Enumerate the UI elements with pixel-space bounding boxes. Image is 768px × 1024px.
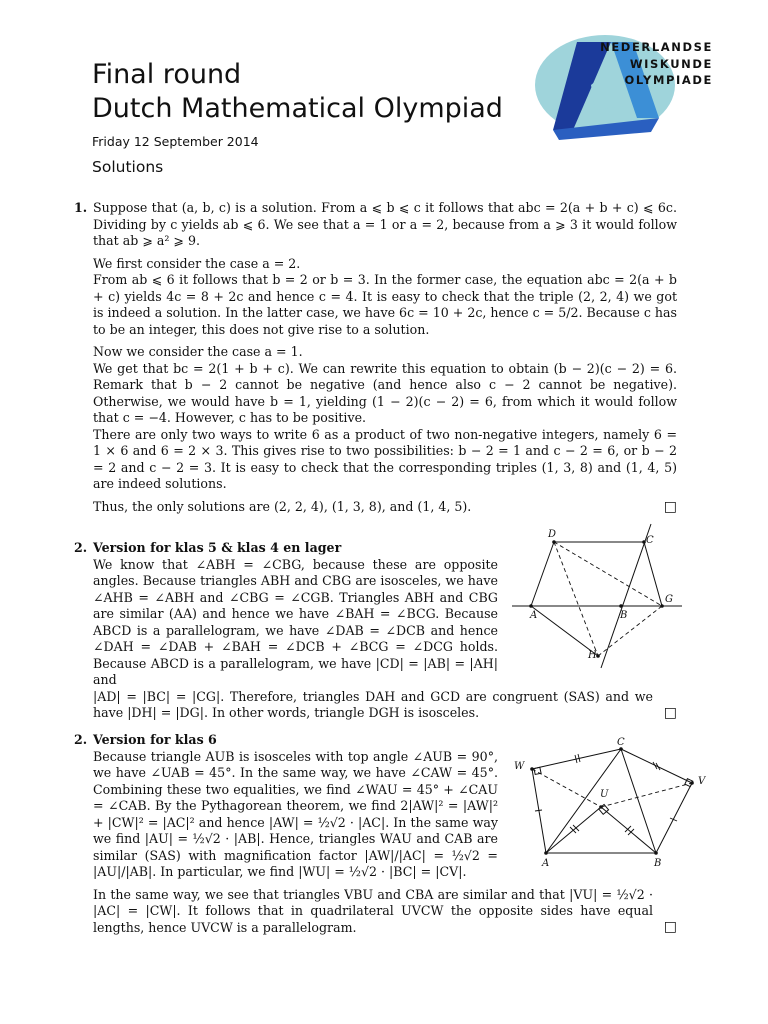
figure-quadrilateral (508, 735, 712, 871)
problem-number: 2. (74, 732, 88, 747)
title-line-2: Dutch Mathematical Olympiad (92, 93, 503, 124)
point-H (596, 654, 600, 658)
segment-WU (532, 769, 601, 807)
problem-number: 2. (74, 540, 88, 555)
problem-1-paragraph-2: We first consider the case a = 2. (93, 255, 301, 271)
problem-2b-text-wrapped: Because triangle AUB is isosceles with top angle ∠AUB = 90°, we have ∠UAB = 45°. In the same way, we have ∠CAW = 45°. Combining these two equalities, we find ∠WAU = 45° + ∠CAU = ∠CAB. By the Pythagorean theorem, we find 2|AW|² = |AW|² + |CW|² = |AC|² and hence |AW| = ½√2 · |AC|. In the same way we find |AU| = ½√2 · |AB|. Hence, triangles WAU and CAB are similar (SAS) with magnification factor |AW|/|AC| = ½√2 = |AU|/|AB|. In particular, we find |WU| = ½√2 · |BC| = |CV|. (93, 748, 498, 879)
logo-text (600, 39, 713, 89)
tick-WA (535, 810, 542, 811)
side-DA (531, 542, 554, 606)
qed-symbol: □ (663, 498, 677, 515)
logo-line-1: NEDERLANDSE (600, 40, 713, 54)
problem-2b-heading: Version for klas 6 (93, 732, 217, 747)
label-D: D (548, 529, 557, 540)
point-D (552, 540, 556, 544)
point-B (654, 851, 658, 855)
segment-WA (532, 769, 546, 853)
problem-2a-text-full (93, 689, 677, 722)
qed-symbol: □ (663, 919, 677, 935)
point-G (660, 604, 664, 608)
label-W: W (514, 761, 525, 772)
problem-1 (74, 200, 677, 521)
line-CH (601, 524, 651, 668)
date-line: Friday 12 September 2014 (92, 134, 259, 149)
title-line-1: Final round (92, 59, 242, 90)
label-G: G (665, 594, 673, 605)
problem-2a-text-full-content: |AD| = |BC| = |CG|. Therefore, triangles DAH and GCD are congruent (SAS) and we have |DH| = |DG|. In other words, triangle DGH is isosceles. (93, 688, 653, 720)
label-H: H (588, 650, 597, 661)
page-title (92, 58, 503, 126)
segment-CW (532, 749, 621, 769)
logo-line-2: WISKUNDE (629, 56, 713, 71)
segment-DH (554, 542, 598, 656)
problem-1-conclusion (93, 499, 677, 516)
point-U (599, 805, 603, 809)
problem-1-paragraph-4: Now we consider the case a = 1. (93, 344, 303, 359)
problem-2b-text-full-content: In the same way, we see that triangles VBU and CBA are similar and that |VU| = ½√2 · |AC| = |CW|. It follows that in quadrilateral UVCW the opposite sides have equal lengths, hence UVCW is a parallelogram. (93, 886, 653, 935)
problem-1-paragraph-1: Suppose that (a, b, c) is a solution. From a ⩽ b ⩽ c it follows that abc = 2(a + b + c) ⩽ 6c. Dividing by c yields ab ⩽ 6. We see that a = 1 or a = 2, because from a ⩾ 3 it would follow that ab ⩾ a² ⩾ 9. (93, 200, 677, 248)
problem-1-paragraph-3: From ab ⩽ 6 it follows that b = 2 or b = 3. In the former case, the equation abc = 2(a + b + c) yields 4c = 8 + 2c and hence c = 4. It is easy to check that the triple (2, 2, 4) we got is indeed a solution. In the latter case, we have 6c = 10 + 2c, hence c = 5/2. Because c has to be an integer, this does not give rise to a solution. (93, 272, 677, 337)
label-A: A (530, 610, 538, 621)
problem-1-conclusion-text: Thus, the only solutions are (2, 2, 4), (1, 3, 8), and (1, 4, 5). (93, 498, 472, 514)
problem-2b-text-full (93, 887, 677, 937)
label-B: B (620, 610, 628, 621)
label-U: U (600, 789, 609, 800)
segment-UV (601, 783, 692, 807)
point-W (530, 767, 534, 771)
problem-1-paragraph-6: There are only two ways to write 6 as a product of two non-negative integers, namely 6 = 1 × 6 and 6 = 2 × 3. This gives rise to two possibilities: b − 2 = 1 and c − 2 = 6, or b − 2 = 2 and c − 2 = 3. It is easy to check that the corresponding triples (1, 3, 8) and (1, 4, 5) are indeed solutions. (93, 426, 677, 491)
figure-parallelogram (506, 520, 690, 670)
segment-CG (644, 542, 662, 606)
logo-line-3: OLYMPIADE (624, 73, 713, 87)
segment-CV (621, 749, 692, 783)
label-C: C (617, 737, 625, 748)
subtitle: Solutions (92, 158, 164, 176)
segment-VB (656, 783, 692, 853)
label-A: A (542, 858, 550, 869)
segment-AH (531, 606, 598, 656)
problem-2a-heading: Version for klas 5 & klas 4 en lager (93, 540, 342, 555)
olympiad-logo (533, 30, 723, 140)
label-C: C (646, 535, 654, 546)
triangle-ABC (546, 749, 656, 853)
problem-1-paragraph-5: We get that bc = 2(1 + b + c). We can rewrite this equation to obtain (b − 2)(c − 2) = 6. Remark that b − 2 cannot be negative (and hence also c − 2 cannot be negative). Otherwise, we would have b = 1, yielding (1 − 2)(c − 2) = 6, from which it would follow that c = −4. However, c has to be positive. (93, 360, 677, 425)
point-B (619, 604, 623, 608)
label-B: B (654, 858, 662, 869)
qed-symbol: □ (663, 704, 677, 721)
label-V: V (698, 776, 706, 787)
point-A (544, 851, 548, 855)
point-A (529, 604, 533, 608)
segment-DG (554, 542, 662, 606)
point-V (690, 781, 694, 785)
problem-2a-text-wrapped: We know that ∠ABH = ∠CBG, because these are opposite angles. Because triangles ABH and CBG are isosceles, we have ∠AHB = ∠ABH and ∠CBG = ∠CGB. Triangles ABH and CBG are similar (AA) and hence we have ∠BAH = ∠BCG. Because ABCD is a parallelogram, we have ∠DAB = ∠DCB and hence ∠DAH = ∠DAB + ∠BAH = ∠DCB + ∠BCG = ∠DCG holds. Because ABCD is a parallelogram, we have |CD| = |AB| = |AH| and (93, 556, 498, 687)
problem-number: 1. (74, 200, 88, 215)
